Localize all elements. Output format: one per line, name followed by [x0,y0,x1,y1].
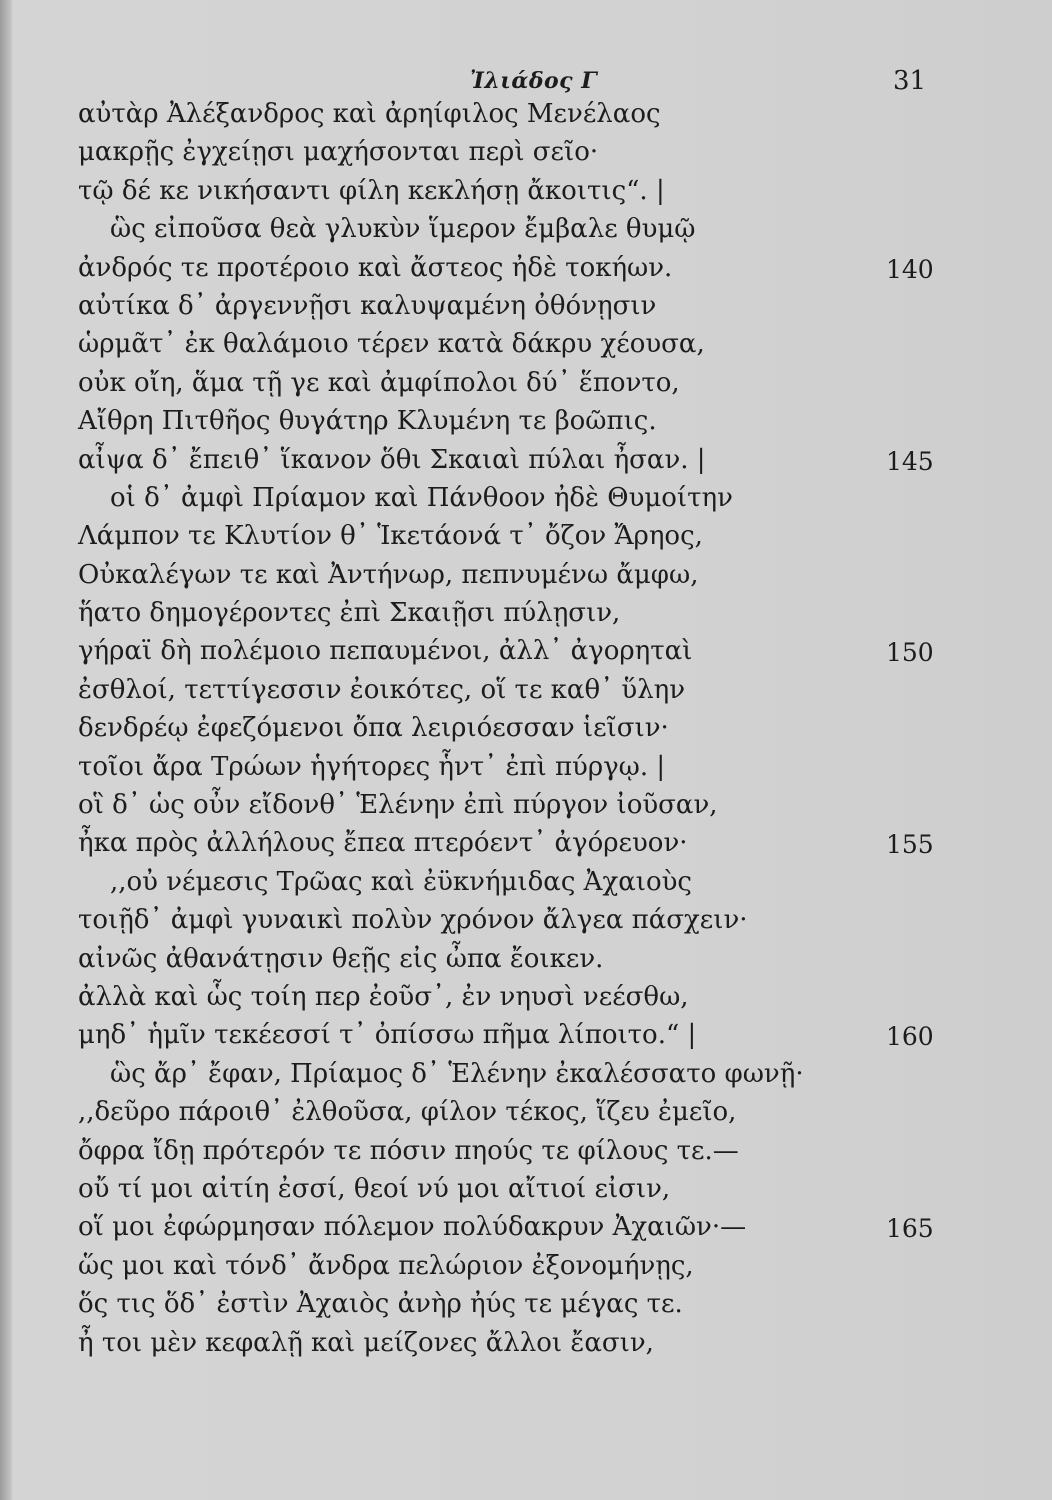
verse-text: ὅς τις ὅδ᾽ ἐστὶν Ἀχαιὸς ἀνὴρ ἠύς τε μέγας τε. [78,1289,683,1320]
verse-line [78,901,948,939]
verse-line [78,1285,948,1323]
verse-text: οἱ δ᾽ ἀμφὶ Πρίαμον καὶ Πάνθοον ἠδὲ Θυμοίτην [110,482,733,513]
verse-line [78,1208,948,1246]
page-number: 31 [893,66,927,96]
verse-line [78,1016,948,1054]
verse-line [78,1170,948,1208]
verse-line [78,1132,948,1170]
verse-line [78,556,948,594]
verse-text: ,,οὐ νέμεσις Τρῶας καὶ ἐϋκνήμιδας Ἀχαιοὺς [110,866,692,897]
verse-line [78,325,948,363]
verse-text: ἀνδρός τε προτέροιο καὶ ἄστεος ἠδὲ τοκήων. [78,252,673,283]
verse-line [78,210,948,248]
verse-line [78,978,948,1016]
line-number: 145 [886,446,934,476]
verse-text: αὐτὰρ Ἀλέξανδρος καὶ ἀρηίφιλος Μενέλαος [78,99,661,129]
verse-text: μηδ᾽ ἡμῖν τεκέεσσί τ᾽ ὀπίσσω πῆμα λίποιτο.“ | [78,1020,697,1051]
verse-text: αἰνῶς ἀθανάτῃσιν θεῇς εἰς ὦπα ἔοικεν. [78,943,604,974]
verse-line [78,594,948,632]
verse-line [78,479,948,517]
verse-text: ἥατο δημογέροντες ἐπὶ Σκαιῇσι πύλῃσιν, [78,598,621,629]
verse-line [78,364,948,402]
verse-text: τοιῇδ᾽ ἀμφὶ γυναικὶ πολὺν χρόνον ἄλγεα πάσχειν· [78,905,748,936]
verse-text: ὣς ἄρ᾽ ἔφαν, Πρίαμος δ᾽ Ἑλένην ἐκαλέσσατο φωνῇ· [110,1058,804,1089]
line-number: 140 [886,254,934,284]
verse-line [78,287,948,325]
verse-line [78,1247,948,1285]
verse-line [78,133,948,171]
line-number: 160 [886,1022,934,1052]
verse-line [78,824,948,862]
verse-text: ἦ τοι μὲν κεφαλῇ καὶ μείζονες ἄλλοι ἔασιν, [78,1327,654,1358]
verse-line [78,249,948,287]
verse-text: ὡρμᾶτ᾽ ἐκ θαλάμοιο τέρεν κατὰ δάκρυ χέουσα, [78,329,705,360]
verse-text: ,,δεῦρο πάροιθ᾽ ἐλθοῦσα, φίλον τέκος, ἵζευ ἐμεῖο, [78,1097,737,1128]
verse-text: αὐτίκα δ᾽ ἀργεννῇσι καλυψαμένη ὀθόνῃσιν [78,290,657,321]
verse-line [78,1093,948,1131]
verse-line [78,940,948,978]
verse-line [78,632,948,670]
verse-line [78,863,948,901]
line-number: 155 [886,830,934,860]
verse-line [78,441,948,479]
verse-text: Οὐκαλέγων τε καὶ Ἀντήνωρ, πεπνυμένω ἄμφω, [78,559,699,590]
verse-text: τῷ δέ κε νικήσαντι φίλη κεκλήσῃ ἄκοιτις“. | [78,175,665,206]
verse-text: ὣς εἰποῦσα θεὰ γλυκὺν ἵμερον ἔμβαλε θυμῷ [110,214,696,245]
verse-line [78,709,948,747]
running-title: Ἰλιάδος Γ [470,68,598,94]
verse-text-block [78,95,948,1362]
verse-text: γήραϊ δὴ πολέμοιο πεπαυμένοι, ἀλλ᾽ ἀγορηταὶ [78,636,693,667]
verse-text: Αἴθρη Πιτθῆος θυγάτηρ Κλυμένη τε βοῶπις. [78,406,657,437]
verse-line [78,748,948,786]
verse-line [78,517,948,555]
verse-text: δενδρέῳ ἐφεζόμενοι ὄπα λειριόεσσαν ἱεῖσιν· [78,713,669,744]
verse-text: οὔ τί μοι αἰτίη ἐσσί, θεοί νύ μοι αἴτιοί εἰσιν, [78,1173,671,1204]
verse-text: ἐσθλοί, τεττίγεσσιν ἐοικότες, οἵ τε καθ᾽ ὕλην [78,674,686,705]
verse-line [78,786,948,824]
verse-line [78,172,948,210]
line-number: 150 [886,638,934,668]
verse-text: οὐκ οἴη, ἅμα τῇ γε καὶ ἀμφίπολοι δύ᾽ ἕποντο, [78,367,680,398]
verse-line [78,95,948,133]
line-number: 165 [886,1214,934,1244]
verse-line [78,402,948,440]
verse-line [78,671,948,709]
verse-text: ὥς μοι καὶ τόνδ᾽ ἄνδρα πελώριον ἐξονομήνῃς, [78,1250,694,1281]
spine-shadow [0,0,12,1500]
verse-text: αἶψα δ᾽ ἔπειθ᾽ ἵκανον ὅθι Σκαιαὶ πύλαι ἦσαν. | [78,444,706,475]
verse-text: ἦκα πρὸς ἀλλήλους ἔπεα πτερόεντ᾽ ἀγόρευον· [78,828,688,859]
verse-text: Λάμπον τε Κλυτίον θ᾽ Ἱκετάονά τ᾽ ὄζον Ἄρηος, [78,521,703,552]
verse-text: οἳ δ᾽ ὡς οὖν εἴδονθ᾽ Ἑλένην ἐπὶ πύργον ἰοῦσαν, [78,790,718,821]
verse-text: μακρῇς ἐγχείῃσι μαχήσονται περὶ σεῖο· [78,137,599,168]
verse-text: ὄφρα ἴδῃ πρότερόν τε πόσιν πηούς τε φίλους τε.— [78,1135,739,1166]
verse-text: τοῖοι ἄρα Τρώων ἡγήτορες ἧντ᾽ ἐπὶ πύργῳ. | [78,751,666,782]
verse-text: οἵ μοι ἐφώρμησαν πόλεμον πολύδακρυν Ἀχαιῶν·— [78,1212,747,1243]
verse-line [78,1324,948,1362]
verse-text: ἀλλὰ καὶ ὧς τοίη περ ἐοῦσ᾽, ἐν νηυσὶ νεέσθω, [78,981,689,1012]
verse-line [78,1055,948,1093]
